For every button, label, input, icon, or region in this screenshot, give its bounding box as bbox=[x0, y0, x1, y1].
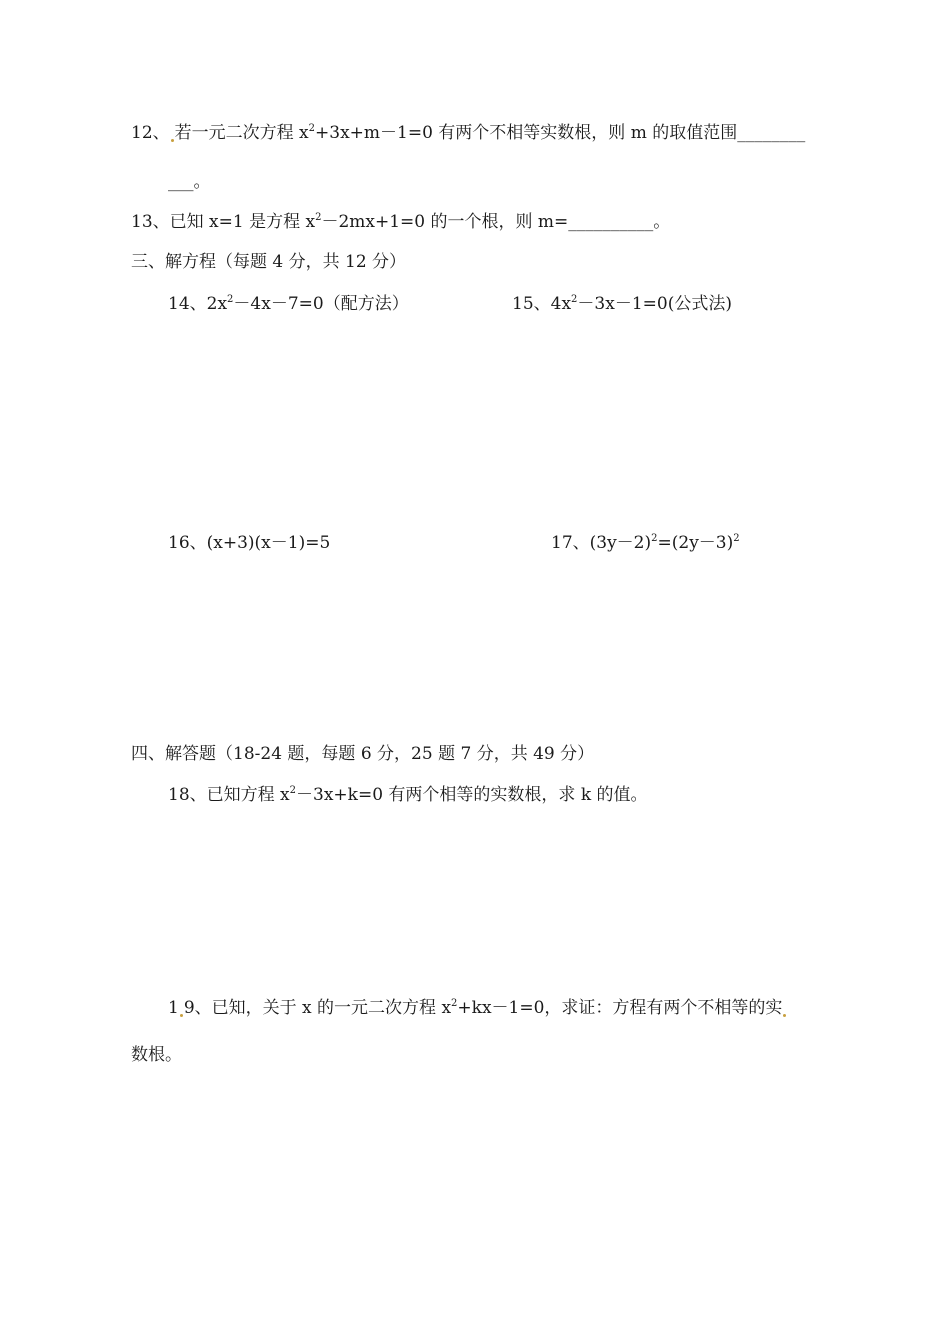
superscript-2: 2 bbox=[571, 294, 578, 305]
mark-dot bbox=[783, 1014, 786, 1017]
q12-text-part2: +3x+m－1=0 有两个不相等实数根，则 m 的取值范围________ bbox=[315, 123, 806, 143]
q12-text-part1: 若一元二次方程 x bbox=[174, 123, 309, 143]
superscript-2: 2 bbox=[289, 785, 296, 796]
question-15: 15、$4x^2-3x-1=0$(公式法) bbox=[512, 294, 732, 314]
section-4-heading: 四、解答题（18-24 题，每题 6 分，25 题 7 分，共 49 分） bbox=[131, 744, 595, 764]
question-13: 13、已知 x=1 是方程 $x^2-2mx+1=0$ 的一个根，则 m=__________。 bbox=[131, 212, 671, 232]
question-12 bbox=[131, 122, 805, 144]
superscript-2: 2 bbox=[308, 123, 316, 134]
question-12-continuation: ___。 bbox=[168, 172, 211, 192]
question-16: 16、(x+3)(x－1)=5 bbox=[168, 533, 331, 553]
question-19-continuation: 数根。 bbox=[131, 1045, 182, 1065]
superscript-2: 2 bbox=[315, 212, 322, 223]
mark-dot bbox=[171, 139, 174, 142]
question-17: 17、$(3y-2)^2=(2y-3)^2$ bbox=[551, 533, 740, 553]
q12-number: 12、 bbox=[131, 123, 170, 143]
superscript-2: 2 bbox=[227, 294, 234, 305]
question-18: 18、已知方程 $x^2-3x+k=0$ 有两个相等的实数根，求 k 的值。 bbox=[168, 785, 648, 805]
superscript-2: 2 bbox=[651, 533, 658, 544]
question-19: 1 9、已知，关于 x 的一元二次方程 $x^2+kx-1=0$，求证：方程有两个不相等的实 bbox=[168, 997, 787, 1019]
superscript-2: 2 bbox=[733, 533, 740, 544]
question-14: 14、$2x^2-4x-7=0$（配方法） bbox=[168, 294, 409, 314]
superscript-2: 2 bbox=[451, 998, 458, 1009]
mark-dot bbox=[180, 1014, 183, 1017]
section-3-heading: 三、解方程（每题 4 分，共 12 分） bbox=[131, 252, 407, 272]
